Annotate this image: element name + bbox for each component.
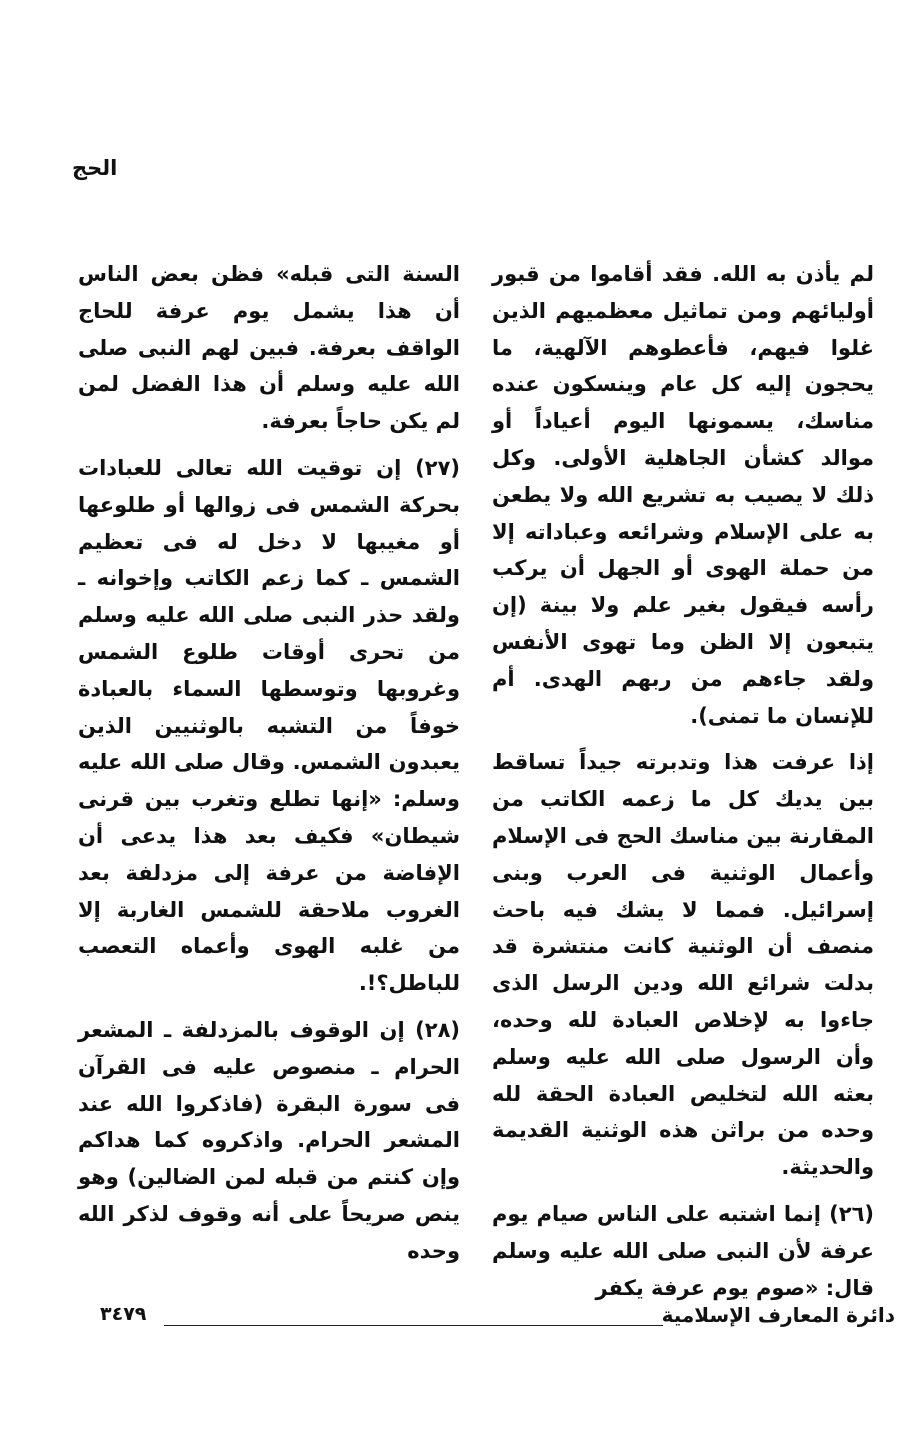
footer-publication-title: دائرة المعارف الإسلامية (661, 1303, 895, 1327)
right-column (492, 256, 874, 1316)
footer-rule-divider (164, 1325, 663, 1326)
footer-page-number: ٣٤٧٩ (100, 1303, 147, 1325)
paragraph-left-1: السنة التى قبله» فظن بعض الناس أن هذا يشمل يوم عرفة للحاج الواقف بعرفة. فبين لهم النبى صلى الله عليه وسلم أن هذا الفضل لمن لم يكن حاجاً بعرفة. (78, 262, 460, 434)
paragraph-right-3: (٢٦) إنما اشتبه على الناس صيام يوم عرفة لأن النبى صلى الله عليه وسلم قال: «صوم يوم عرفة يكفر (492, 1201, 874, 1300)
paragraph-right-2: إذا عرفت هذا وتدبرته جيداً تساقط بين يديك كل ما زعمه الكاتب من المقارنة بين مناسك الحج فى الإسلام وأعمال الوثنية فى العرب وبنى إسرائيل. فمما لا يشك فيه باحث منصف أن الوثنية كانت منتشرة قد بدلت شرائع الله ودين الرسل الذى جاءوا به لإخلاص العبادة لله وحده، وأن الرسول صلى الله عليه وسلم بعثه الله لتخليص العبادة الحقة لله وحده من براثن هذه الوثنية القديمة والحديثة. (492, 750, 874, 1180)
paragraph-left-2: (٢٧) إن توقيت الله تعالى للعبادات بحركة الشمس فى زوالها أو طلوعها أو مغيبها لا دخل له فى تعظيم الشمس ـ كما زعم الكاتب وإخوانه ـ ولقد حذر النبى صلى الله عليه وسلم من تحرى أوقات طلوع الشمس وغروبها وتوسطها السماء بالعبادة خوفاً من التشبه بالوثنيين الذين يعبدون الشمس. وقال صلى الله عليه وسلم: «إنها تطلع وتغرب بين قرنى شيطان» فكيف بعد هذا يدعى أن الإفاضة من عرفة إلى مزدلفة بعد الغروب ملاحقة للشمس الغاربة إلا من غلبه الهوى وأعماه التعصب للباطل؟!. (78, 455, 460, 996)
page-footer (100, 1303, 895, 1343)
running-head-title: الحج (72, 156, 118, 180)
paragraph-left-3: (٢٨) إن الوقوف بالمزدلفة ـ المشعر الحرام ـ منصوص عليه فى القرآن فى سورة البقرة (فاذكروا الله عند المشعر الحرام. واذكروه كما هداكم وإن كنتم من قبله لمن الضالين) وهو ينص صريحاً على أنه وقوف لذكر الله وحده (78, 1017, 460, 1263)
left-column (78, 256, 460, 1280)
paragraph-right-1: لم يأذن به الله. فقد أقاموا من قبور أوليائهم ومن تماثيل معظميهم الذين غلوا فيهم، فأعطوهم الآلهية، ما يحجون إليه كل عام وينسكون عنده مناسك، يسمونها اليوم أعياداً أو موالد كشأن الجاهلية الأولى. وكل ذلك لا يصيب به تشريع الله ولا يطعن به على الإسلام وشرائعه وعباداته إلا من حملة الهوى أو الجهل أن يركب رأسه فيقول بغير علم ولا بينة (إن يتبعون إلا الظن وما تهوى الأنفس ولقد جاءهم من ربهم الهدى. أم للإنسان ما تمنى). (492, 262, 874, 728)
